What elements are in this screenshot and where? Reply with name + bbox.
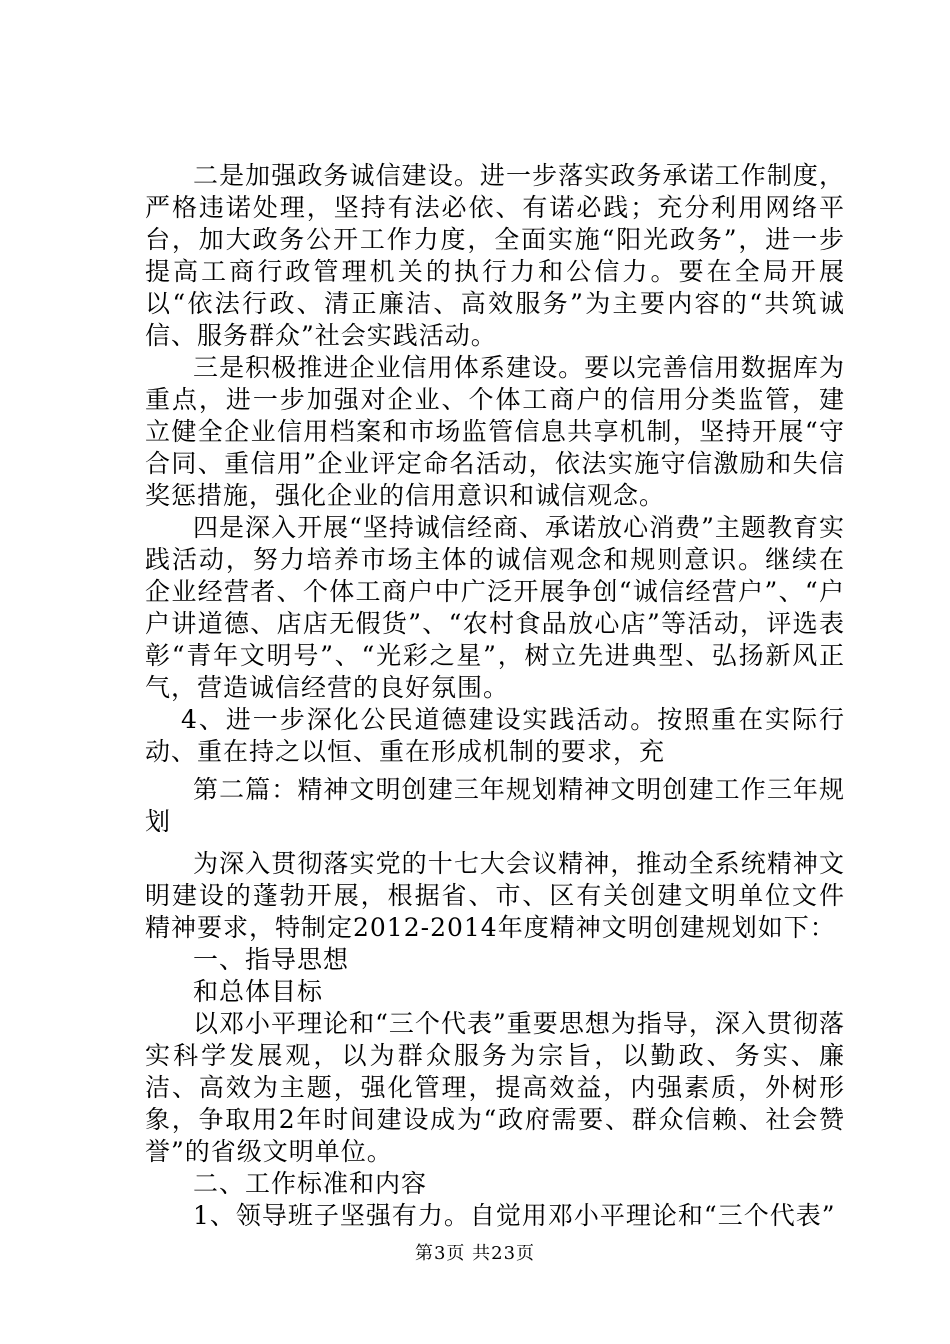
- paragraph-goal-description: 以邓小平理论和“三个代表”重要思想为指导，深入贯彻落实科学发展观，以为群众服务为宗旨，以勤政、务实、廉洁、高效为主题，强化管理，提高效益，内强素质，外树形象，争取用2年时间建设成为“政府需要、群众信赖、社会赞誉”的省级文明单位。: [145, 1009, 845, 1166]
- paragraph-moral-construction: 4、进一步深化公民道德建设实践活动。按照重在实际行动、重在持之以恒、重在形成机制的要求，充: [145, 705, 845, 766]
- heading-guiding-ideology: 一、指导思想: [193, 945, 350, 974]
- heading-work-standards: 二、工作标准和内容: [193, 1169, 428, 1198]
- heading-overall-goal: 和总体目标: [193, 977, 324, 1006]
- document-body: [145, 160, 845, 1232]
- paragraph-leadership-team: 1、领导班子坚强有力。自觉用邓小平理论和“三个代表”: [193, 1201, 836, 1230]
- section-heading-part-two: 第二篇：精神文明创建三年规划精神文明创建工作三年规划: [145, 775, 845, 836]
- paragraph-government-credit: 二是加强政务诚信建设。进一步落实政务承诺工作制度，严格违诺处理，坚持有法必依、有诺必践；充分利用网络平台，加大政务公开工作力度，全面实施“阳光政务”，进一步提高工商行政管理机关的执行力和公信力。要在全局开展以“依法行政、清正廉洁、高效服务”为主要内容的“共筑诚信、服务群众”社会实践活动。: [145, 161, 845, 350]
- paragraph-introduction: 为深入贯彻落实党的十七大会议精神，推动全系统精神文明建设的蓬勃开展，根据省、市、区有关创建文明单位文件精神要求，特制定2012-2014年度精神文明创建规划如下：: [145, 849, 845, 942]
- paragraph-integrity-education: 四是深入开展“坚持诚信经商、承诺放心消费”主题教育实践活动，努力培养市场主体的诚信观念和规则意识。继续在企业经营者、个体工商户中广泛开展争创“诚信经营户”、“户户讲道德、店店无假货”、“农村食品放心店”等活动，评选表彰“青年文明号”、“光彩之星”，树立先进典型、弘扬新风正气，营造诚信经营的良好氛围。: [145, 513, 845, 702]
- page-footer: 第3页 共23页: [414, 1243, 536, 1264]
- paragraph-enterprise-credit: 三是积极推进企业信用体系建设。要以完善信用数据库为重点，进一步加强对企业、个体工商户的信用分类监管，建立健全企业信用档案和市场监管信息共享机制，坚持开展“守合同、重信用”企业评定命名活动，依法实施守信激励和失信奖惩措施，强化企业的信用意识和诚信观念。: [145, 353, 845, 510]
